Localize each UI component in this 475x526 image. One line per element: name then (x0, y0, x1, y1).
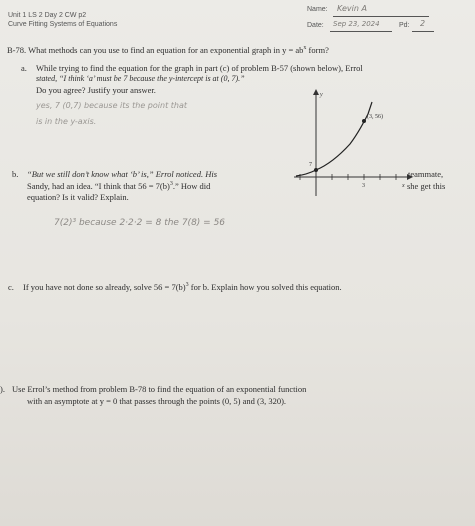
part-b-exponent: 3 (169, 181, 173, 188)
point-3-56 (362, 119, 366, 123)
part-a-answer-line-1: yes, 7 (0,7) because its the point that (36, 101, 187, 110)
part-c-exponent: 3 (185, 282, 189, 289)
part-c-text-post: for b. Explain how you solved this equation. (188, 282, 342, 292)
part-a-line-2: stated, “I think ‘a’ must be 7 because the y-intercept is at (0, 7).” (36, 74, 245, 83)
part-b-line-1: “But we still don’t know what ‘b’ is,” Errol noticed. His (27, 169, 217, 179)
part-b-line-2-pre: Sandy, had an idea. “I think that 56 = 7(b) (27, 181, 170, 191)
date-underline (330, 31, 392, 32)
part-b-line-2 (27, 181, 210, 191)
worksheet-subtitle: Curve Fitting Systems of Equations (8, 21, 118, 28)
date-value: Sep 23, 2024 (333, 20, 380, 28)
y-intercept-point (314, 168, 318, 172)
unit-line: Unit 1 LS 2 Day 2 CW p2 (8, 12, 87, 19)
part-b-line-2-end: she get this (407, 181, 446, 191)
point-label: (3, 56) (367, 114, 383, 120)
next-problem-line-1: Use Errol’s method from problem B-78 to find the equation of an exponential function (12, 384, 307, 394)
y-axis-arrow (313, 89, 319, 95)
x-tick-label-3: 3 (362, 183, 365, 189)
next-problem-line-2: with an asymptote at y = 0 that passes through the points (0, 5) and (3, 320). (27, 396, 287, 406)
part-b-line-2-post: .” How did (172, 181, 211, 191)
y-axis-label: y (320, 92, 323, 98)
part-a-line-3: Do you agree? Justify your answer. (36, 85, 156, 95)
name-underline (333, 16, 429, 17)
part-a-answer-line-2: is in the y-axis. (36, 117, 97, 126)
y-tick-label-7: 7 (309, 162, 312, 168)
exponential-graph (292, 88, 422, 208)
part-a-label: a. (21, 63, 27, 73)
x-axis-label: x (402, 183, 405, 189)
part-a-line-1: While trying to find the equation for the graph in part (c) of problem B-57 (shown below), Errol (36, 63, 363, 73)
exponent-x: x (303, 45, 307, 52)
date-label: Date: (307, 22, 324, 29)
problem-number: B-78. (7, 45, 27, 55)
part-b-line-1-end: teammate, (408, 169, 444, 179)
problem-prompt-text: What methods can you use to find an equation for an exponential graph in y = ab (28, 45, 304, 55)
part-b-label: b. (12, 169, 19, 179)
pd-label: Pd: (399, 22, 410, 29)
part-c-text-pre: If you have not done so already, solve 56 = 7(b) (23, 282, 186, 292)
pd-underline (412, 31, 434, 32)
part-b-answer: 7(2)³ because 2·2·2 = 8 the 7(8) = 56 (54, 218, 226, 228)
part-b-line-3: equation? Is it valid? Explain. (27, 192, 129, 202)
problem-prompt-tail: form? (306, 45, 329, 55)
name-label: Name: (307, 6, 328, 13)
problem-b78-prompt (7, 45, 329, 55)
exponential-curve (296, 102, 372, 176)
pd-value: 2 (420, 19, 426, 28)
next-problem-number: ). (0, 384, 5, 394)
part-c-text (23, 282, 342, 292)
part-c-label: c. (8, 282, 14, 292)
name-value: Kevin A (337, 4, 367, 13)
